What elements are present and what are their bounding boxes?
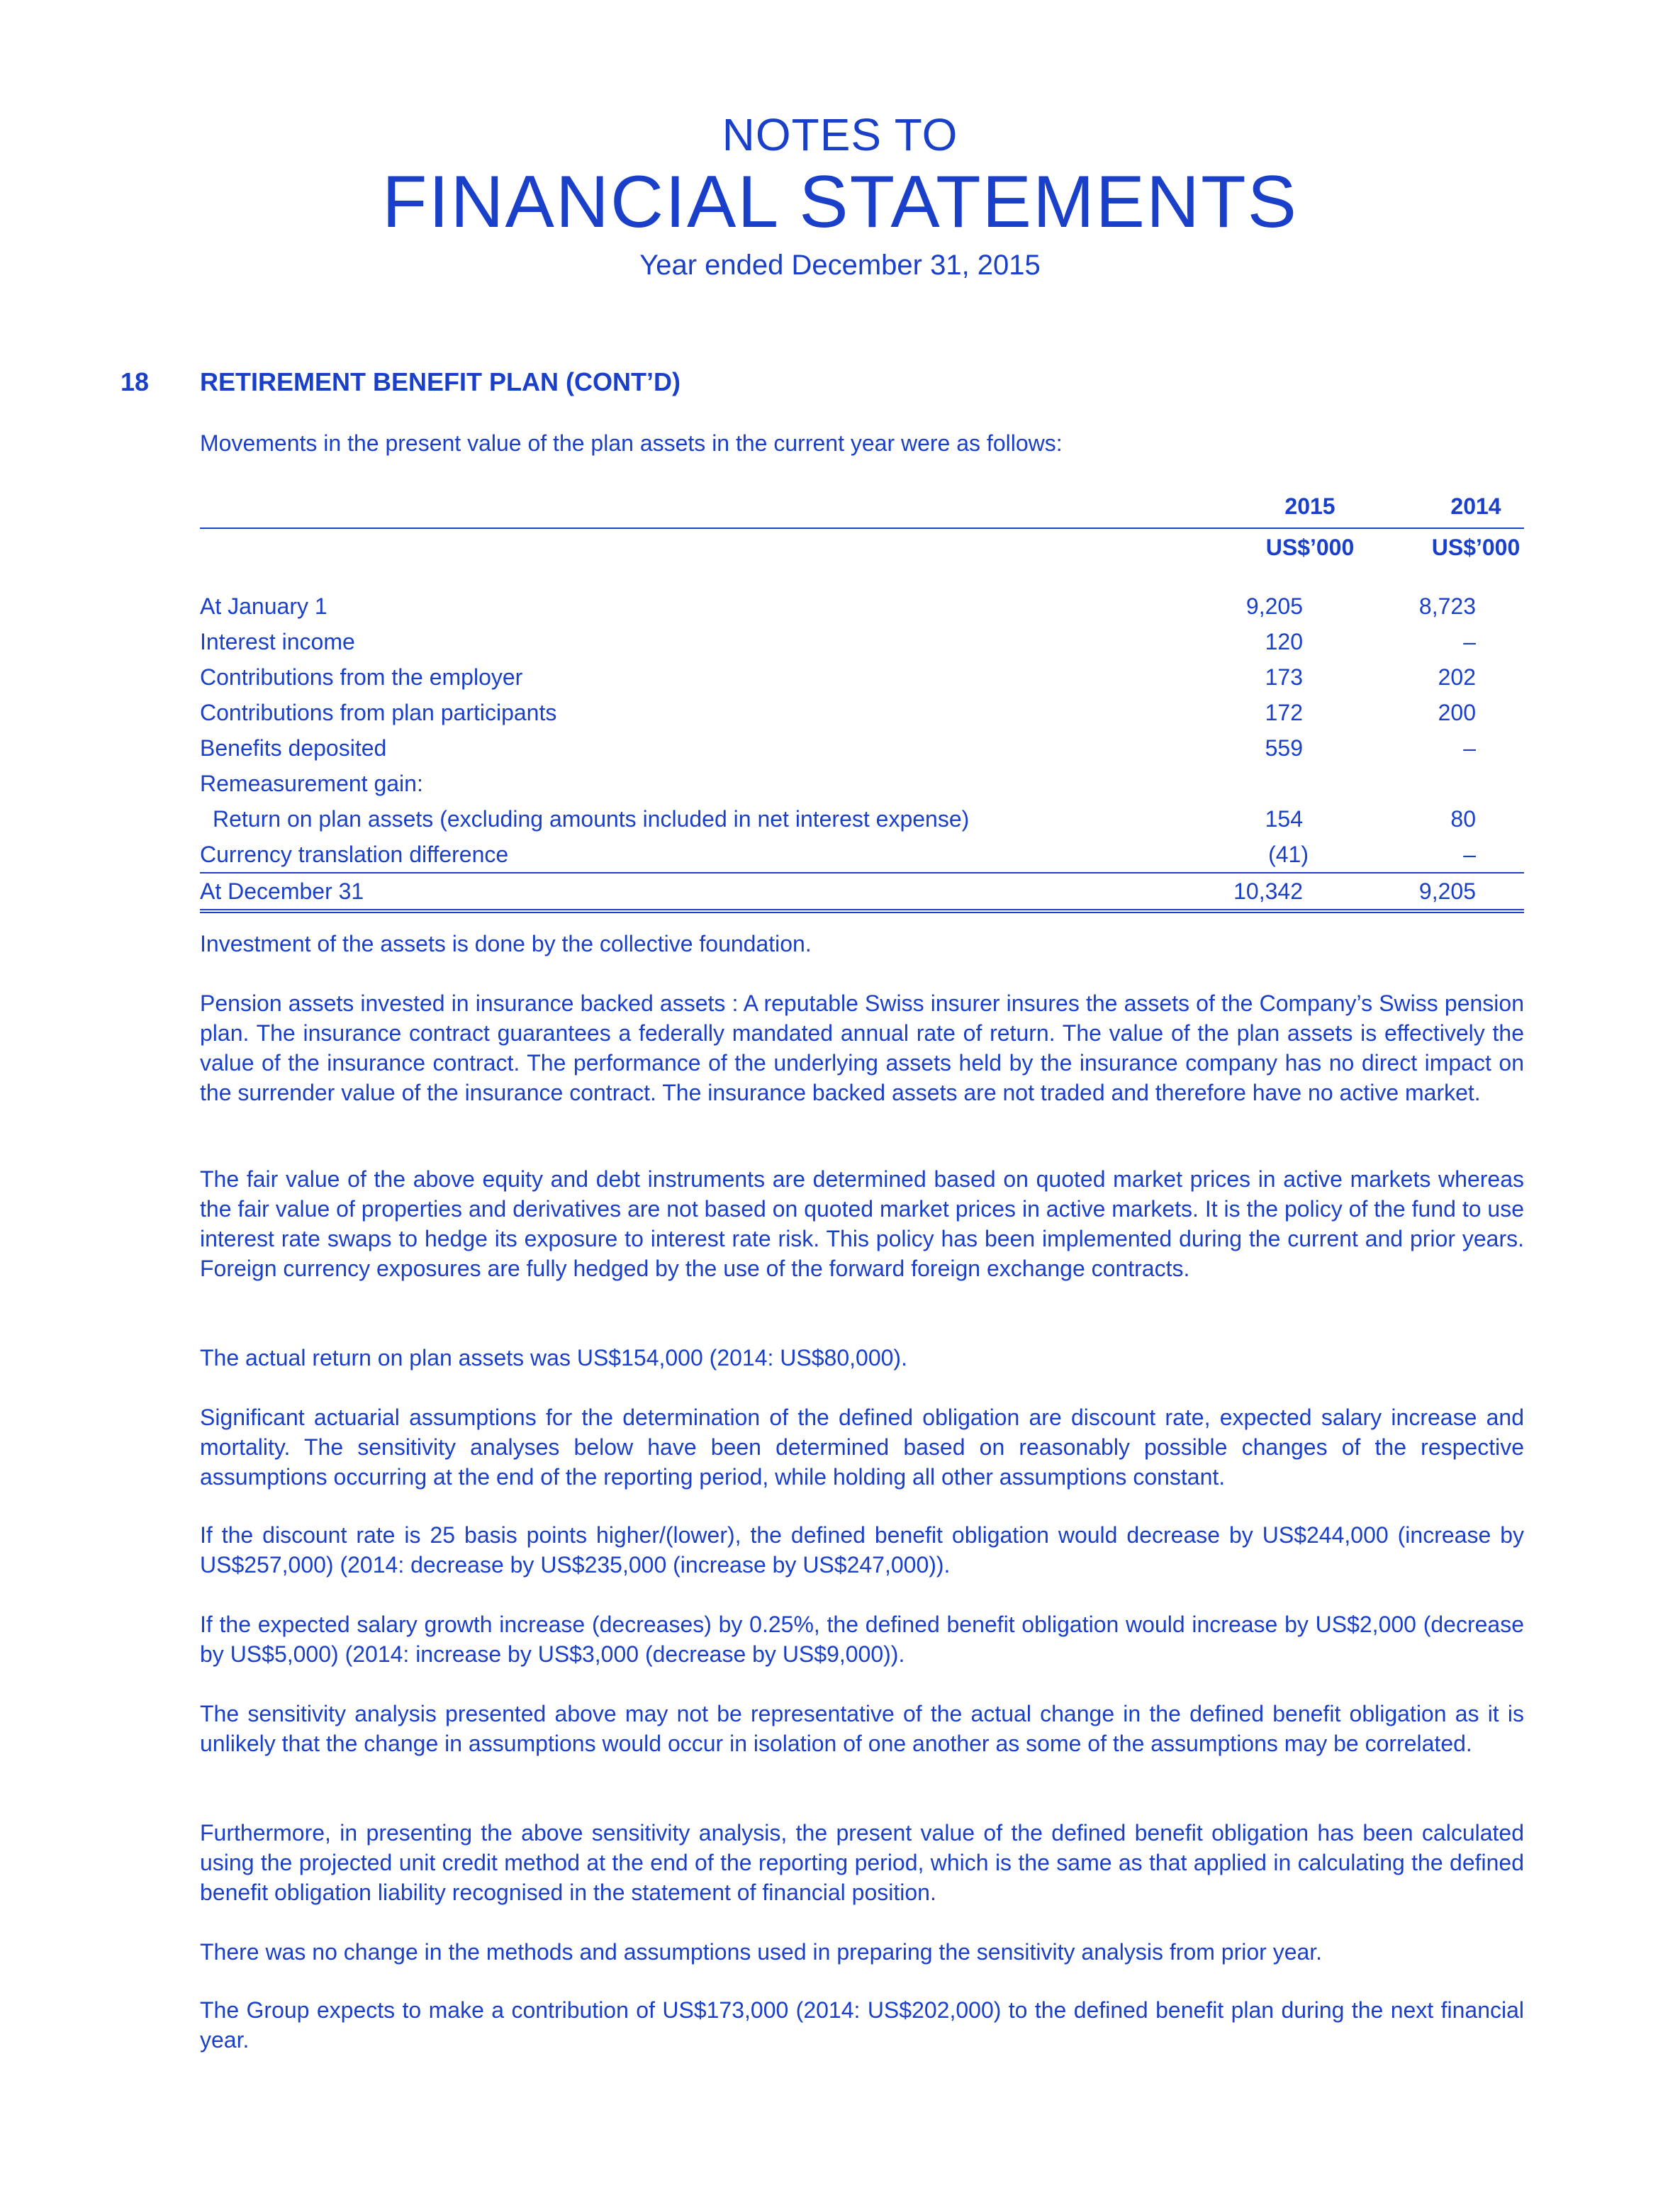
- table-row: [200, 659, 1524, 695]
- col-unit-2015: US$’000: [1265, 535, 1355, 560]
- table-row: [200, 624, 1524, 659]
- paragraph: Investment of the assets is done by the collective foundation.: [200, 931, 812, 956]
- row-value-2014: 9,205: [1418, 878, 1476, 904]
- row-value-2015: 173: [1265, 664, 1303, 690]
- row-label: Return on plan assets (excluding amounts included in net interest expense): [213, 806, 970, 832]
- section-number: 18: [121, 367, 150, 396]
- row-label: At January 1: [200, 593, 327, 619]
- table-row: [200, 695, 1524, 730]
- table-total-row: [200, 873, 1524, 913]
- row-value-2014: 202: [1438, 664, 1476, 690]
- row-value-2014: 200: [1438, 700, 1476, 725]
- paragraph: The sensitivity analysis presented above may not be representative of the actual change in the defined benefit obligation as it is unlikely that the change in assumptions would occur in isolation of one another as some of the assumptions may be correlated.: [200, 1701, 1524, 1756]
- paragraph: The actual return on plan assets was US$154,000 (2014: US$80,000).: [200, 1345, 907, 1371]
- row-value-2015: 120: [1265, 629, 1303, 654]
- row-value-2015: 172: [1265, 700, 1303, 725]
- table-row: [200, 730, 1524, 766]
- table-row: [200, 801, 1524, 837]
- table-row: [200, 837, 1524, 873]
- table-row: [200, 588, 1524, 624]
- row-label: Remeasurement gain:: [200, 771, 423, 796]
- row-label: At December 31: [200, 878, 364, 904]
- header-notes-to: NOTES TO: [722, 109, 958, 160]
- row-value-2015: 10,342: [1233, 878, 1303, 904]
- header-title: FINANCIAL STATEMENTS: [382, 161, 1298, 243]
- section-intro: Movements in the present value of the plan assets in the current year were as follows:: [200, 430, 1063, 456]
- table-year-header: [200, 493, 1524, 528]
- header-period: Year ended December 31, 2015: [639, 250, 1041, 281]
- row-label: Contributions from plan participants: [200, 700, 557, 725]
- header-rule: [200, 528, 1524, 529]
- col-unit-2014: US$’000: [1431, 535, 1521, 560]
- col-header-2014: 2014: [1450, 493, 1501, 519]
- row-value-2014: 8,723: [1418, 593, 1476, 619]
- row-label: Currency translation difference: [200, 842, 509, 867]
- row-value-2014: –: [1463, 629, 1476, 654]
- paragraph: Pension assets invested in insurance backed assets : A reputable Swiss insurer insures the assets of the Company’s Swiss pension plan. The insurance contract guarantees a federally mandated annual rate of return. The value of the plan assets is effectively the value of the insurance contract. The performance of the underlying assets held by the insurance company has no direct impact on the surrender value of the insurance contract. The insurance backed assets are not traded and therefore have no active market.: [200, 990, 1524, 1105]
- table-row: [200, 766, 1524, 801]
- col-header-2015: 2015: [1284, 493, 1335, 519]
- paragraph: Furthermore, in presenting the above sensitivity analysis, the present value of the defined benefit obligation has been calculated using the projected unit credit method at the end of the reporting period, which is the same as that applied in calculating the defined benefit obligation liability recognised in the statement of financial position.: [200, 1820, 1524, 1905]
- paragraph: If the discount rate is 25 basis points higher/(lower), the defined benefit obligation would decrease by US$244,000 (increase by US$257,000) (2014: decrease by US$235,000 (increase by US$247,000)).: [200, 1522, 1524, 1578]
- paragraph: There was no change in the methods and assumptions used in preparing the sensitivity analysis from prior year.: [200, 1939, 1323, 1965]
- row-value-2015: 559: [1265, 735, 1303, 761]
- section-title: RETIREMENT BENEFIT PLAN (CONT’D): [200, 367, 681, 396]
- row-label: Interest income: [200, 629, 355, 654]
- row-value-2014: –: [1463, 735, 1476, 761]
- row-label: Contributions from the employer: [200, 664, 523, 690]
- table-body: [200, 588, 1524, 913]
- plan-assets-table: [200, 493, 1524, 913]
- row-value-2015: 154: [1265, 806, 1303, 832]
- paragraph: The Group expects to make a contribution of US$173,000 (2014: US$202,000) to the defined benefit plan during the next financial year.: [200, 1997, 1524, 2053]
- paragraph: The fair value of the above equity and debt instruments are determined based on quoted market prices in active markets whereas the fair value of properties and derivatives are not based on quoted market prices in active markets. It is the policy of the fund to use interest rate swaps to hedge its exposure to interest rate risk. This policy has been implemented during the current and prior years. Foreign currency exposures are fully hedged by the use of the forward foreign exchange contracts.: [200, 1166, 1524, 1281]
- row-value-2014: –: [1463, 842, 1476, 867]
- paragraph: Significant actuarial assumptions for the determination of the defined obligation are discount rate, expected salary increase and mortality. The sensitivity analyses below have been determined based on reasonably possible changes of the respective assumptions occurring at the end of the reporting period, while holding all other assumptions constant.: [200, 1405, 1524, 1490]
- row-label: Benefits deposited: [200, 735, 387, 761]
- page-header: [0, 106, 1680, 286]
- table-unit-header: [200, 535, 1524, 569]
- paragraph: If the expected salary growth increase (decreases) by 0.25%, the defined benefit obligation would increase by US$2,000 (decrease by US$5,000) (2014: increase by US$3,000 (decrease by US$9,000)).: [200, 1612, 1524, 1667]
- row-value-2015: (41): [1268, 842, 1309, 867]
- row-value-2015: 9,205: [1245, 593, 1303, 619]
- row-value-2014: 80: [1450, 806, 1476, 832]
